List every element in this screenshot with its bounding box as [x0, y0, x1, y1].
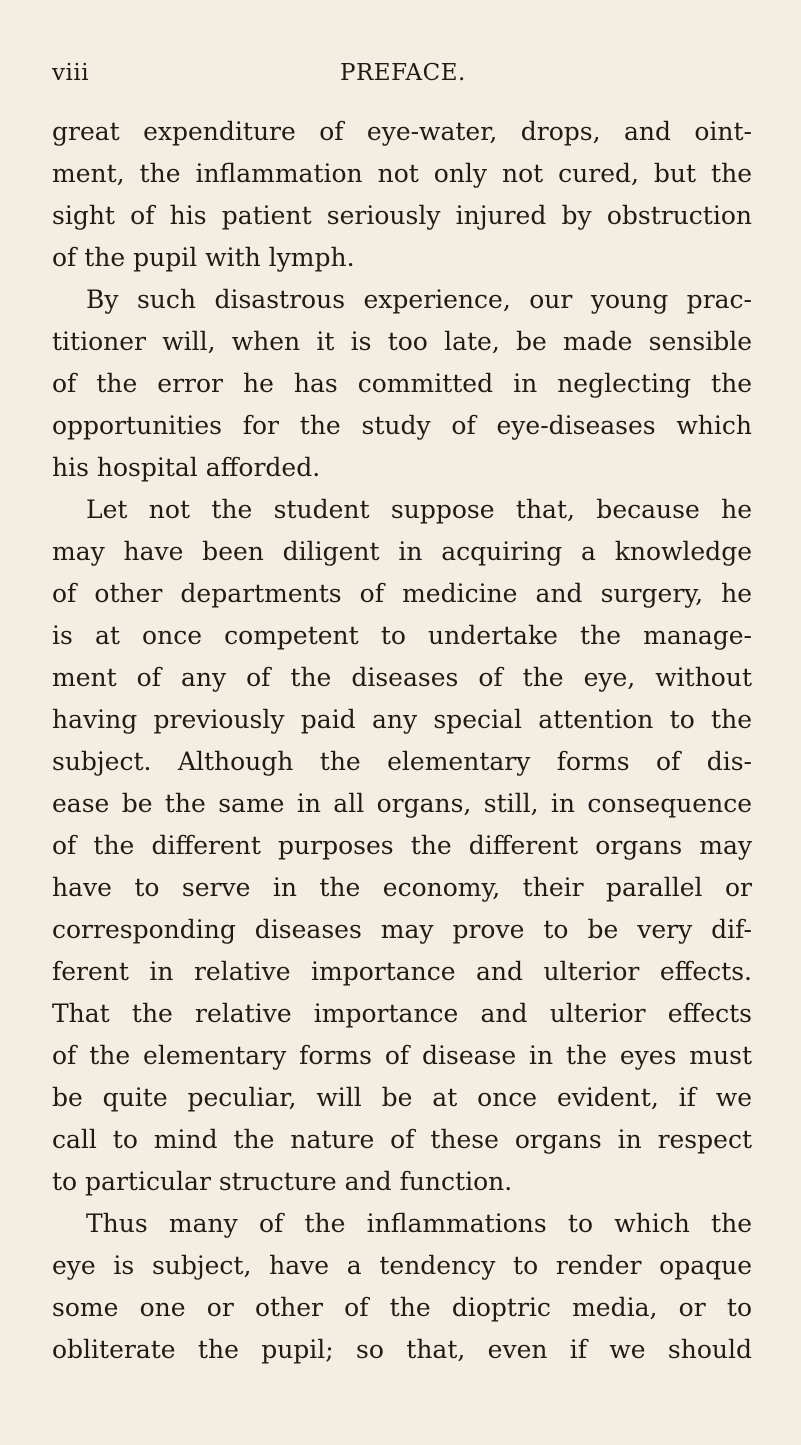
text-line: opportunities for the study of eye-diseases which	[52, 411, 752, 440]
text-line: obliterate the pupil; so that, even if we should	[52, 1335, 752, 1364]
text-line: ment, the inflammation not only not cured, but the	[52, 159, 752, 188]
text-line: be quite peculiar, will be at once evident, if we	[52, 1083, 752, 1112]
text-line: may have been diligent in acquiring a knowledge	[52, 537, 752, 566]
text-line: titioner will, when it is too late, be made sensible	[52, 327, 752, 356]
text-line: to particular structure and function.	[52, 1167, 513, 1196]
text-line: of the elementary forms of disease in the eyes must	[52, 1041, 752, 1070]
text-line: some one or other of the dioptric media, or to	[52, 1293, 752, 1322]
text-line: sight of his patient seriously injured by obstruction	[52, 201, 752, 230]
text-line: is at once competent to undertake the manage-	[52, 621, 752, 650]
text-line: That the relative importance and ulterior effects	[52, 999, 752, 1028]
text-line: Let not the student suppose that, because he	[86, 495, 752, 524]
text-line: subject. Although the elementary forms of dis-	[52, 747, 752, 776]
text-line: By such disastrous experience, our young prac-	[86, 285, 752, 314]
text-line: of other departments of medicine and surgery, he	[52, 579, 752, 608]
page-header	[52, 60, 752, 94]
text-line: call to mind the nature of these organs in respect	[52, 1125, 752, 1154]
text-line: of the error he has committed in neglecting the	[52, 369, 752, 398]
text-line: of the different purposes the different organs may	[52, 831, 752, 860]
text-line: ment of any of the diseases of the eye, without	[52, 663, 752, 692]
text-line: corresponding diseases may prove to be very dif-	[52, 915, 752, 944]
text-line: his hospital afforded.	[52, 453, 321, 482]
page-number: viii	[52, 60, 90, 86]
text-line: ferent in relative importance and ulterior effects.	[52, 957, 752, 986]
text-line: of the pupil with lymph.	[52, 243, 355, 272]
text-line: eye is subject, have a tendency to render opaque	[52, 1251, 752, 1280]
text-line: great expenditure of eye-water, drops, and oint-	[52, 117, 752, 146]
text-line: have to serve in the economy, their parallel or	[52, 873, 752, 902]
running-head: PREFACE.	[340, 60, 466, 86]
text-line: ease be the same in all organs, still, in consequence	[52, 789, 752, 818]
text-line: having previously paid any special attention to the	[52, 705, 752, 734]
body-text	[52, 111, 752, 1371]
text-line: Thus many of the inflammations to which the	[86, 1209, 752, 1238]
